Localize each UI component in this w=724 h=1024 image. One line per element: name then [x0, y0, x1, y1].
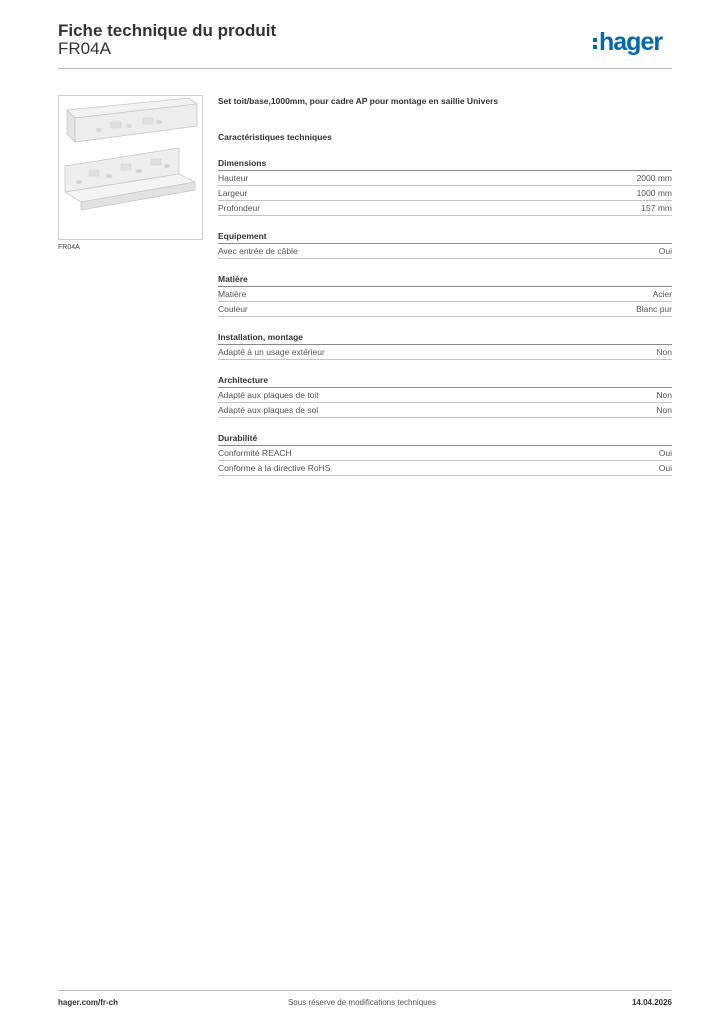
- spec-row: [218, 389, 672, 403]
- technical-content: [218, 95, 672, 476]
- spec-group-title: Dimensions: [218, 157, 672, 171]
- spec-row: [218, 187, 672, 201]
- page-title: Fiche technique du produit: [58, 21, 277, 40]
- spec-row: [218, 462, 672, 476]
- spec-row: [218, 202, 672, 216]
- spec-label: Adapté aux plaques de sol: [218, 405, 319, 415]
- spec-label: Hauteur: [218, 173, 249, 183]
- spec-group: [218, 331, 672, 360]
- spec-value: Acier: [652, 289, 672, 299]
- hager-logo: [593, 27, 662, 57]
- spec-row: [218, 447, 672, 461]
- spec-value: Oui: [658, 246, 672, 256]
- product-code: FR04A: [58, 39, 111, 58]
- spec-group-title: Durabilité: [218, 432, 672, 446]
- spec-group-title: Matière: [218, 273, 672, 287]
- spec-value: 1000 mm: [636, 188, 672, 198]
- characteristics-groups: [218, 157, 672, 476]
- spec-label: Conforme à la directive RoHS: [218, 463, 331, 473]
- spec-group: [218, 374, 672, 418]
- footer-website[interactable]: hager.com/fr-ch: [58, 998, 119, 1007]
- spec-group: [218, 230, 672, 259]
- spec-label: Matière: [218, 289, 247, 299]
- spec-label: Adapté à un usage extérieur: [218, 347, 325, 357]
- product-description: Set toit/base,1000mm, pour cadre AP pour montage en saillie Univers: [218, 96, 499, 106]
- spec-group: [218, 273, 672, 317]
- image-caption: FR04A: [58, 244, 80, 251]
- spec-row: [218, 404, 672, 418]
- spec-label: Profondeur: [218, 203, 261, 213]
- spec-label: Couleur: [218, 304, 248, 314]
- footer-divider: [58, 990, 672, 991]
- characteristics-title: Caractéristiques techniques: [218, 132, 332, 142]
- spec-row: [218, 245, 672, 259]
- spec-value: Blanc pur: [636, 304, 672, 314]
- spec-group-title: Equipement: [218, 230, 672, 244]
- spec-value: Oui: [658, 463, 672, 473]
- spec-row: [218, 346, 672, 360]
- spec-label: Adapté aux plaques de toit: [218, 390, 319, 400]
- spec-value: Non: [656, 405, 672, 415]
- footer-date: 14.04.2026: [631, 998, 672, 1007]
- spec-value: Non: [656, 390, 672, 400]
- spec-value: 157 mm: [641, 203, 672, 213]
- spec-row: [218, 303, 672, 317]
- spec-group-title: Installation, montage: [218, 331, 672, 345]
- spec-row: [218, 172, 672, 186]
- spec-row: [218, 288, 672, 302]
- product-image: [58, 95, 203, 240]
- brand-name: hager: [599, 28, 663, 56]
- spec-value: Non: [656, 347, 672, 357]
- footer-notice: Sous réserve de modifications techniques: [287, 998, 437, 1007]
- spec-label: Largeur: [218, 188, 248, 198]
- spec-value: Oui: [658, 448, 672, 458]
- spec-group: [218, 432, 672, 476]
- logo-dots-icon: [593, 38, 597, 49]
- spec-label: Avec entrée de câble: [218, 246, 298, 256]
- header-divider: [58, 68, 672, 69]
- roof-base-set-icon: [59, 96, 202, 239]
- spec-value: 2000 mm: [636, 173, 672, 183]
- spec-label: Conformité REACH: [218, 448, 292, 458]
- spec-group: [218, 157, 672, 216]
- spec-group-title: Architecture: [218, 374, 672, 388]
